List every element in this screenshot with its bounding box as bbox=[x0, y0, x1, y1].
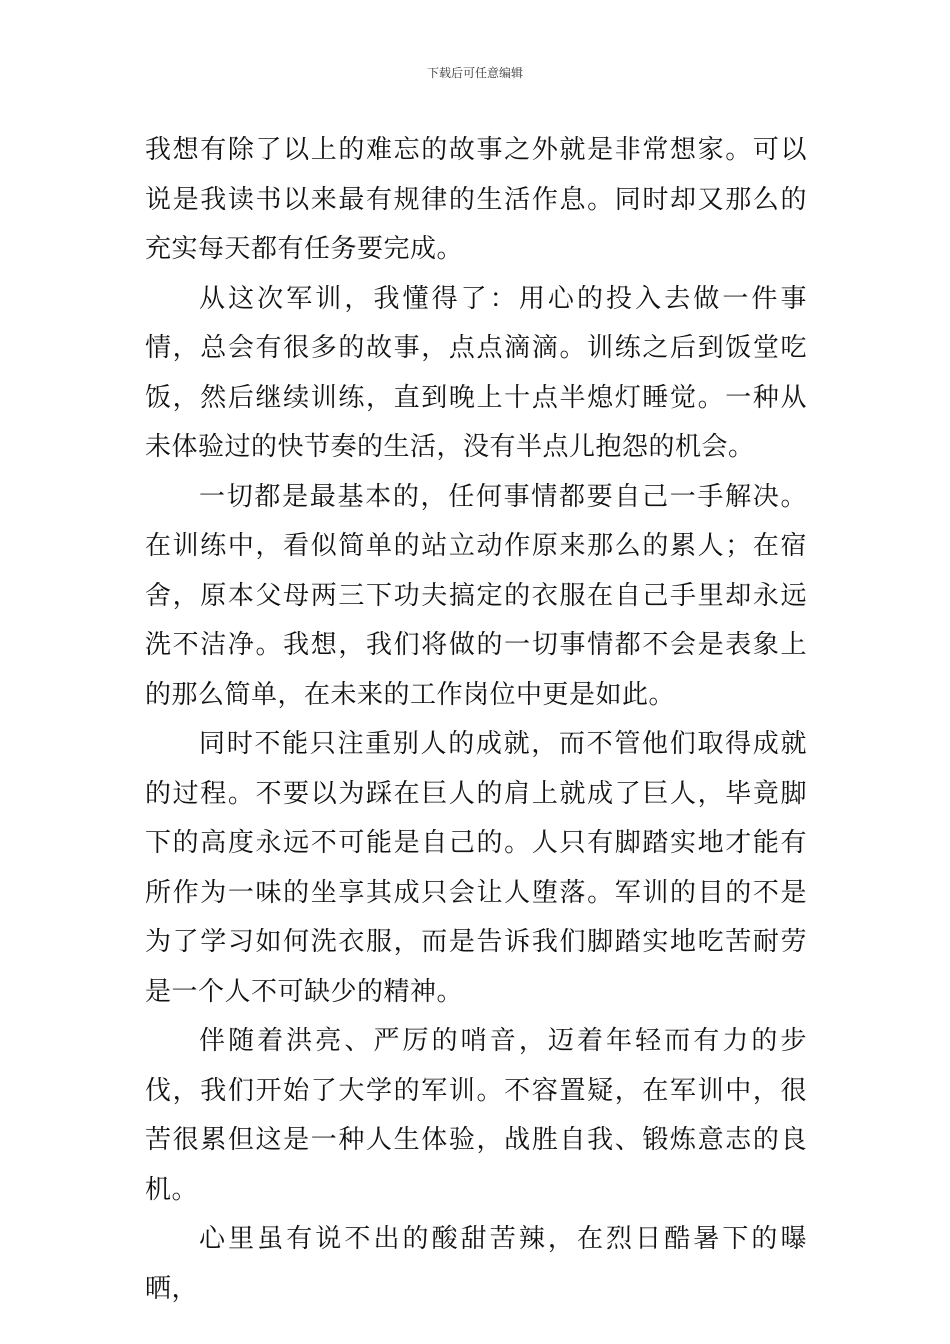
paragraph-3: 一切都是最基本的，任何事情都要自己一手解决。在训练中，看似简单的站立动作原来那么的累人；在宿舍，原本父母两三下功夫搞定的衣服在自己手里却永远洗不洁净。我想，我们将做的一切事情都不会是表象上的那么简单，在未来的工作岗位中更是如此。 bbox=[145, 481, 807, 710]
page-header: 下载后可任意编辑 bbox=[426, 66, 523, 80]
document-body bbox=[145, 126, 807, 1314]
paragraph-1: 我想有除了以上的难忘的故事之外就是非常想家。可以说是我读书以来最有规律的生活作息。同时却又那么的充实每天都有任务要完成。 bbox=[145, 135, 807, 264]
paragraph-6: 心里虽有说不出的酸甜苦辣，在烈日酷暑下的曝晒， bbox=[145, 1224, 807, 1304]
paragraph-5: 伴随着洪亮、严厉的哨音，迈着年轻而有力的步伐，我们开始了大学的军训。不容置疑，在军训中，很苦很累但这是一种人生体验，战胜自我、锻炼意志的良机。 bbox=[145, 1026, 807, 1205]
paragraph-4: 同时不能只注重别人的成就，而不管他们取得成就的过程。不要以为踩在巨人的肩上就成了巨人，毕竟脚下的高度永远不可能是自己的。人只有脚踏实地才能有所作为一味的坐享其成只会让人堕落。军训的目的不是为了学习如何洗衣服，而是告诉我们脚踏实地吃苦耐劳是一个人不可缺少的精神。 bbox=[145, 729, 807, 1007]
paragraph-2: 从这次军训，我懂得了：用心的投入去做一件事情，总会有很多的故事，点点滴滴。训练之后到饭堂吃饭，然后继续训练，直到晚上十点半熄灯睡觉。一种从未体验过的快节奏的生活，没有半点儿抱怨的机会。 bbox=[145, 283, 807, 462]
